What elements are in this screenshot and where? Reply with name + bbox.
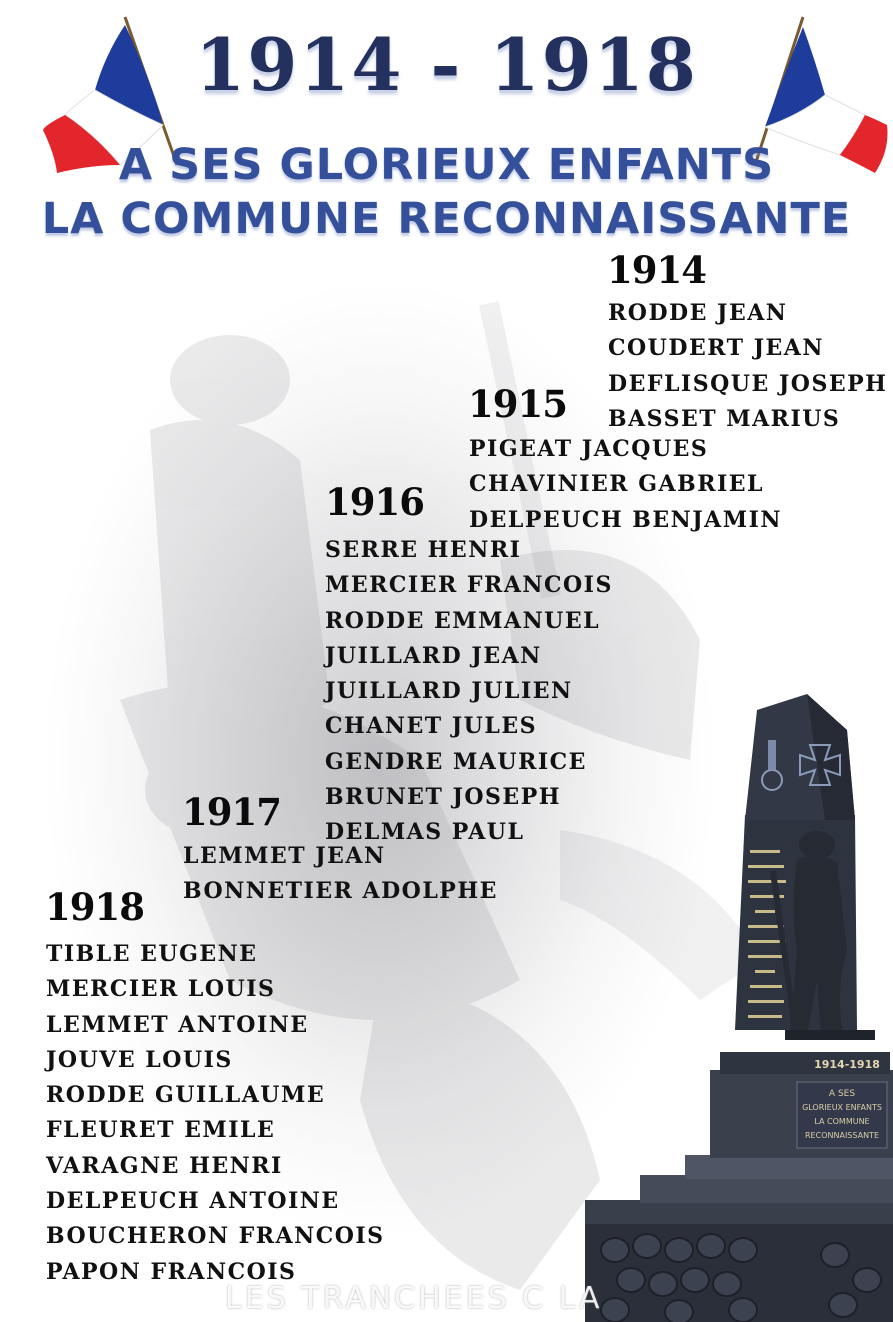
subtitle-line-2: LA COMMUNE RECONNAISSANTE [41,194,852,244]
war-memorial-monument-image [585,690,893,1322]
list-item: CHAVINIER GABRIEL [469,471,764,498]
list-item: MERCIER LOUIS [46,976,276,1003]
list-item: JOUVE LOUIS [46,1046,233,1073]
list-item: BRUNET JOSEPH [325,784,562,811]
list-item: COUDERT JEAN [608,335,824,362]
list-item: RODDE JEAN [608,300,788,326]
names-list-1915 [469,432,782,538]
list-item: JUILLARD JULIEN [325,678,573,705]
list-item: CHANET JULES [325,713,537,740]
list-item: RODDE GUILLAUME [46,1082,326,1109]
year-heading-1918: 1918 [45,885,144,929]
list-item: DELPEUCH ANTOINE [46,1188,340,1215]
list-item: LEMMET JEAN [183,843,386,869]
plaque-line: A SES [828,1089,856,1099]
list-item: JUILLARD JEAN [325,642,542,669]
list-item: FLEURET EMILE [46,1117,276,1144]
names-list-1917 [183,839,498,910]
monument-dates: 1914-1918 [814,1058,880,1071]
list-item: PIGEAT JACQUES [469,436,709,462]
list-item: VARAGNE HENRI [46,1152,283,1179]
watermark-text: LES TRANCHEES C LA [225,1281,603,1316]
names-list-1918 [46,937,385,1290]
list-item: DEFLISQUE JOSEPH [608,370,888,397]
list-item: GENDRE MAURICE [325,748,587,775]
list-item: DELMAS PAUL [325,819,525,846]
list-item: PAPON FRANCOIS [46,1258,297,1285]
plaque-line: RECONNAISSANTE [805,1131,879,1140]
list-item: MERCIER FRANCOIS [325,572,613,599]
years-title: 1914 - 1918 [195,22,698,107]
year-heading-1917: 1917 [182,790,281,834]
list-item: TIBLE EUGENE [46,941,258,967]
list-item: RODDE EMMANUEL [325,607,601,634]
list-item: SERRE HENRI [325,537,522,563]
subtitle-line-1: A SES GLORIEUX ENFANTS [118,140,775,190]
year-heading-1915: 1915 [468,382,567,426]
list-item: BONNETIER ADOLPHE [183,878,498,905]
year-heading-1914: 1914 [607,248,706,292]
list-item: BOUCHERON FRANCOIS [46,1223,385,1250]
list-item: DELPEUCH BENJAMIN [469,506,782,533]
plaque-line: LA COMMUNE [814,1117,870,1126]
names-list-1916 [325,533,613,851]
list-item: LEMMET ANTOINE [46,1011,309,1038]
year-heading-1916: 1916 [325,480,424,524]
list-item: BASSET MARIUS [608,405,841,432]
names-list-1914 [608,296,887,437]
plaque-line: GLORIEUX ENFANTS [802,1103,882,1112]
